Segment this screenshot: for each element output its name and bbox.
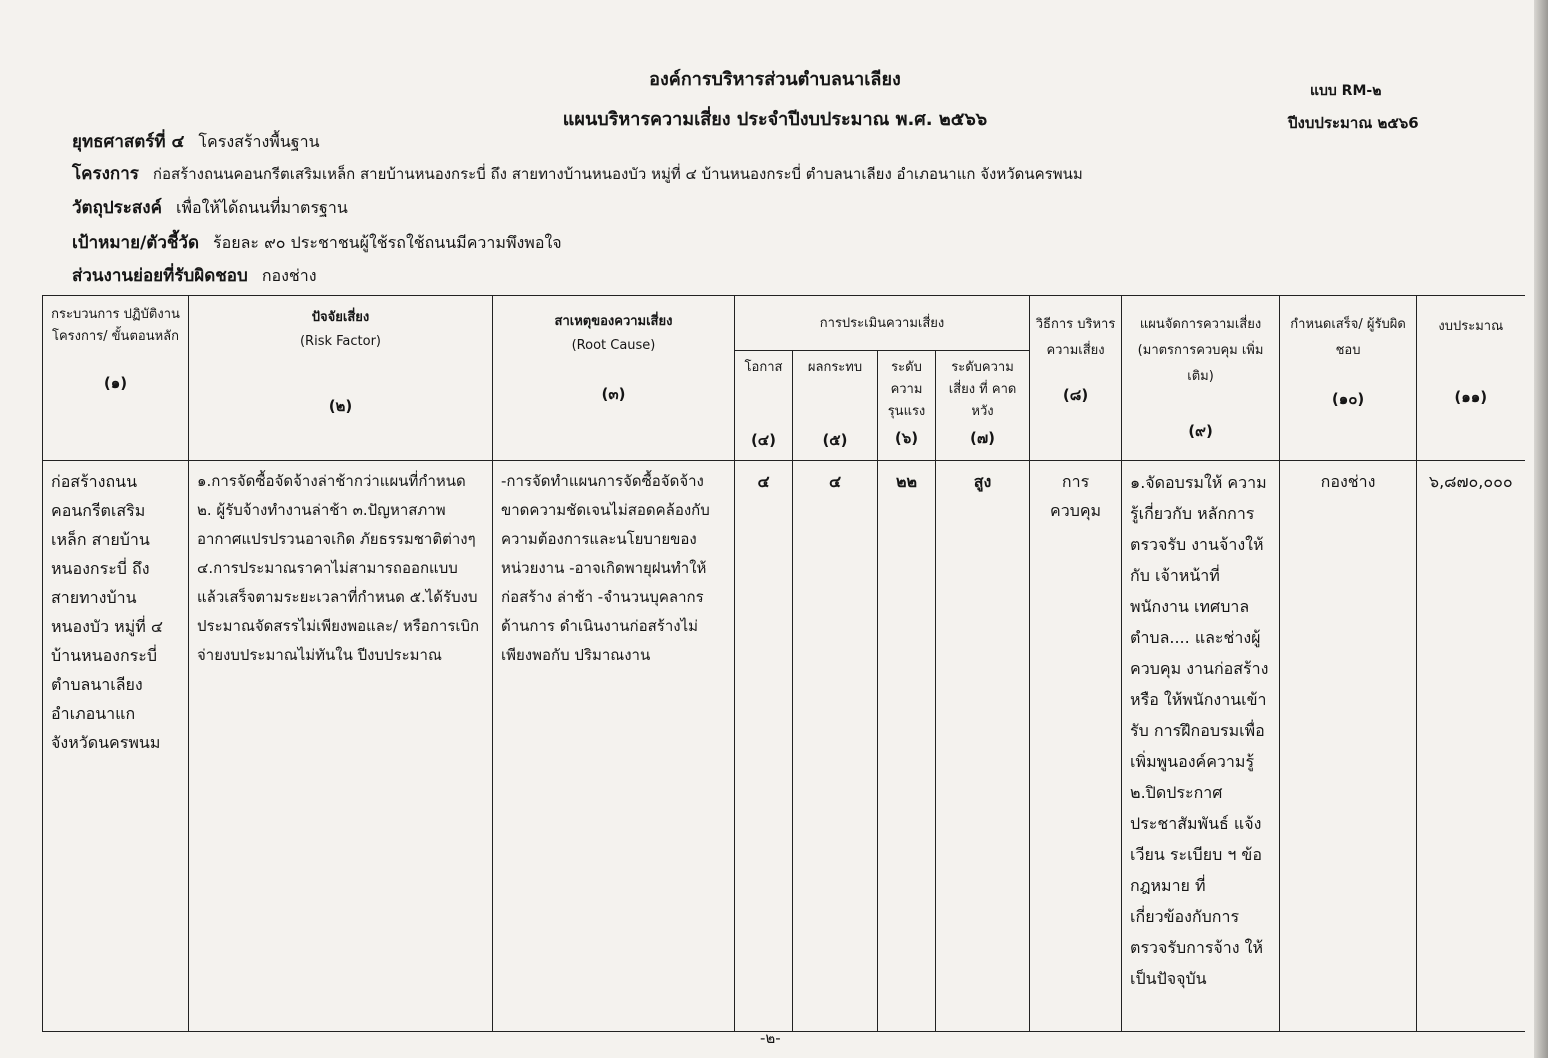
header-risk-factor: ปัจจัยเสี่ยง (Risk Factor) (๒)	[189, 296, 493, 461]
cell-expected-risk: สูง	[936, 461, 1030, 1032]
header-likelihood: โอกาส (๔)	[735, 351, 793, 461]
page-number: -๒-	[760, 1029, 781, 1047]
risk-table	[42, 295, 1525, 1032]
cell-process: ก่อสร้างถนน คอนกรีตเสริม เหล็ก สายบ้าน หนองกระบี่ ถึง สายทางบ้าน หนองบัว หมู่ที่ ๔ บ้านหนองกระบี่ ตำบลนาเลียง อำเภอนาแก จังหวัดนครพนม	[43, 461, 189, 1032]
strategy-label: ยุทธศาสตร์ที่ ๔	[72, 132, 185, 152]
page-edge-shadow	[1534, 0, 1548, 1058]
objective-value: เพื่อให้ได้ถนนที่มาตรฐาน	[175, 198, 348, 217]
cell-root-cause: -การจัดทำแผนการจัดซื้อจัดจ้าง ขาดความชัดเจนไม่สอดคล้องกับ ความต้องการและนโยบายของ หน่วยงาน -อาจเกิดพายุฝนทำให้ก่อสร้าง ล่าช้า -จำนวนบุคลากรด้านการ ดำเนินงานก่อสร้างไม่เพียงพอกับ ปริมาณงาน	[493, 461, 735, 1032]
cell-method: การ ควบคุม	[1030, 461, 1122, 1032]
unit-value: กองช่าง	[261, 266, 317, 285]
cell-likelihood: ๔	[735, 461, 793, 1032]
table-row	[43, 461, 1525, 1032]
header-plan: แผนจัดการความเสี่ยง (มาตรการควบคุม เพิ่มเติม) (๙)	[1122, 296, 1280, 461]
objective-label: วัตถุประสงค์	[72, 198, 162, 218]
header-deadline: กำหนดเสร็จ/ ผู้รับผิดชอบ (๑๐)	[1280, 296, 1417, 461]
header-process: กระบวนการ ปฏิบัติงานโครงการ/ ขั้นตอนหลัก (๑)	[43, 296, 189, 461]
cell-impact: ๔	[793, 461, 878, 1032]
project-line	[72, 160, 1083, 187]
form-code: แบบ RM-๒	[1310, 83, 1382, 99]
cell-severity: ๒๒	[878, 461, 936, 1032]
strategy-value: โครงสร้างพื้นฐาน	[198, 132, 320, 151]
cell-budget: ๖,๘๗๐,๐๐๐	[1417, 461, 1525, 1032]
header-impact: ผลกระทบ (๕)	[793, 351, 878, 461]
strategy-line	[72, 128, 320, 155]
project-label: โครงการ	[72, 164, 139, 184]
cell-risk-factor: ๑.การจัดซื้อจัดจ้างล่าช้ากว่าแผนที่กำหนด ๒. ผู้รับจ้างทำงานล่าช้า ๓.ปัญหาสภาพอากาศแปรปรวนอาจเกิด ภัยธรรมชาติต่างๆ ๔.การประมาณราคาไม่สามารถออกแบบ แล้วเสร็จตามระยะเวลาที่กำหนด ๕.ได้รับงบประมาณจัดสรรไม่เพียงพอและ/ หรือการเบิกจ่ายงบประมาณไม่ทันใน ปีงบประมาณ	[189, 461, 493, 1032]
project-value: ก่อสร้างถนนคอนกรีตเสริมเหล็ก สายบ้านหนองกระบี่ ถึง สายทางบ้านหนองบัว หมู่ที่ ๔ บ้านหนองกระบี่ ตำบลนาเลียง อำเภอนาแก จังหวัดนครพนม	[152, 165, 1083, 183]
unit-line	[72, 262, 317, 289]
header-assessment: การประเมินความเสี่ยง	[735, 296, 1030, 351]
unit-label: ส่วนงานย่อยที่รับผิดชอบ	[72, 266, 248, 286]
target-value: ร้อยละ ๙๐ ประชาชนผู้ใช้รถใช้ถนนมีความพึงพอใจ	[213, 233, 562, 252]
objective-line	[72, 194, 348, 221]
org-title: องค์การบริหารส่วนตำบลนาเลียง	[649, 69, 901, 90]
header-method: วิธีการ บริหาร ความเสี่ยง (๘)	[1030, 296, 1122, 461]
cell-deadline: กองช่าง	[1280, 461, 1417, 1032]
fiscal-year: ปีงบประมาณ ๒๕๖6	[1288, 114, 1419, 132]
header-root-cause: สาเหตุของความเสี่ยง (Root Cause) (๓)	[493, 296, 735, 461]
plan-title: แผนบริหารความเสี่ยง ประจำปีงบประมาณ พ.ศ. ๒๕๖๖	[562, 109, 988, 130]
target-label: เป้าหมาย/ตัวชี้วัด	[72, 233, 199, 253]
target-line	[72, 229, 562, 256]
header-expected-risk: ระดับความ เสี่ยง ที่ คาดหวัง (๗)	[936, 351, 1030, 461]
cell-plan: ๑.จัดอบรมให้ ความรู้เกี่ยวกับ หลักการตรวจรับ งานจ้างให้กับ เจ้าหน้าที่พนักงาน เทศบาลตำบล.... และช่างผู้ควบคุม งานก่อสร้าง หรือ ให้พนักงานเข้ารับ การฝึกอบรมเพื่อ เพิ่มพูนองค์ความรู้ ๒.ปิดประกาศ ประชาสัมพันธ์ แจ้งเวียน ระเบียบ ฯ ข้อกฎหมาย ที่ เกี่ยวข้องกับการ ตรวจรับการจ้าง ให้เป็นปัจจุบัน	[1122, 461, 1280, 1032]
header-budget: งบประมาณ (๑๑)	[1417, 296, 1525, 461]
header-severity: ระดับ ความ รุนแรง (๖)	[878, 351, 936, 461]
